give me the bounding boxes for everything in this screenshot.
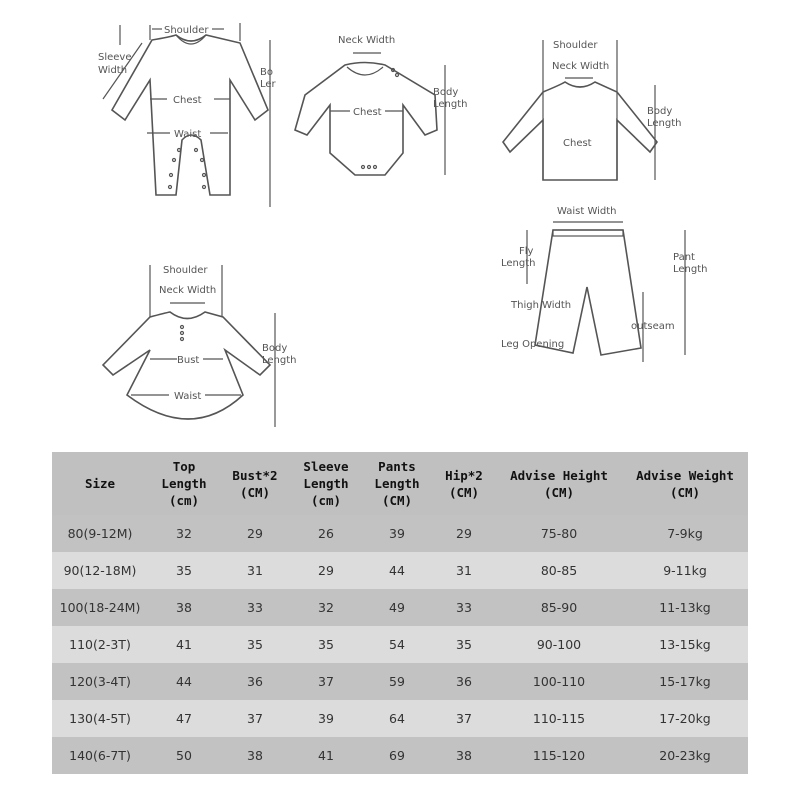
column-header-line: Bust*2 [232,467,278,483]
thigh-width-label: Thigh Width [511,300,572,311]
table-cell-top-length: 32 [148,515,220,552]
pants-diagram [495,200,715,365]
table-cell-bust: 38 [220,737,290,774]
table-row [52,552,748,589]
column-header-line: Length [374,476,420,491]
table-row [52,515,748,552]
table-row [52,589,748,626]
fly-length-label-2: Length [501,258,536,269]
top-diagram [495,30,695,190]
leg-opening-label: Leg Opening [501,339,565,350]
pant-length-label: Pant [673,252,695,263]
table-cell-bust: 36 [220,663,290,700]
table-cell-size: 100(18-24M) [52,589,148,626]
table-cell-bust: 33 [220,589,290,626]
table-cell-pants-length: 69 [362,737,432,774]
chest-label: Chest [173,95,202,106]
table-cell-top-length: 50 [148,737,220,774]
table-cell-pants-length: 64 [362,700,432,737]
table-cell-size: 140(6-7T) [52,737,148,774]
column-header-line: Top [172,459,196,474]
table-row [52,737,748,774]
sleeve-width-label-2: Width [98,65,128,76]
table-cell-advise-height: 115-120 [496,737,622,774]
table-cell-pants-length: 54 [362,626,432,663]
dress-diagram [95,255,310,435]
table-cell-advise-height: 75-80 [496,515,622,552]
chest-label: Chest [563,138,592,149]
table-cell-advise-height: 90-100 [496,626,622,663]
neck-width-label: Neck Width [552,61,610,72]
column-header-bust [220,452,290,515]
table-cell-advise-height: 80-85 [496,552,622,589]
body-length-label-2: Length [262,355,297,366]
column-header-line: Pants [378,459,416,474]
table-cell-top-length: 35 [148,552,220,589]
table-cell-size: 110(2-3T) [52,626,148,663]
table-cell-bust: 37 [220,700,290,737]
column-header-pants-length [362,452,432,515]
table-cell-advise-weight: 15-17kg [622,663,748,700]
table-cell-sleeve-length: 32 [290,589,362,626]
table-cell-top-length: 47 [148,700,220,737]
table-cell-top-length: 41 [148,626,220,663]
table-cell-advise-height: 100-110 [496,663,622,700]
column-header-line: Advise Weight [636,467,734,483]
column-header-line: Hip*2 [445,467,483,483]
table-cell-sleeve-length: 29 [290,552,362,589]
waist-label: Waist [174,129,202,140]
table-cell-bust: 31 [220,552,290,589]
body-length-label: Bo [260,67,273,78]
column-header-line: Length [161,476,207,491]
column-header-sleeve-length [290,452,362,515]
table-cell-sleeve-length: 35 [290,626,362,663]
column-header-advise-height [496,452,622,515]
table-header-row [52,452,748,515]
table-cell-bust: 35 [220,626,290,663]
sleeve-width-label: Sleeve [98,52,132,63]
column-header-line: Advise Height [510,467,608,483]
table-cell-pants-length: 44 [362,552,432,589]
column-header-size [52,452,148,515]
column-header-line: Sleeve [303,459,349,474]
table-cell-advise-weight: 11-13kg [622,589,748,626]
table-cell-sleeve-length: 39 [290,700,362,737]
table-row [52,626,748,663]
table-cell-bust: 29 [220,515,290,552]
body-length-label-2: Length [647,118,682,129]
table-cell-size: 90(12-18M) [52,552,148,589]
column-header-line: Length [303,476,349,491]
table-cell-size: 120(3-4T) [52,663,148,700]
table-row [52,700,748,737]
column-header-line: (CM) [381,493,413,508]
column-header-line: (CM) [543,484,575,500]
column-header-line: (cm) [168,493,200,508]
body-length-label: Body [647,106,673,117]
table-cell-sleeve-length: 37 [290,663,362,700]
bodysuit-diagram [285,25,485,185]
column-header-line: (cm) [310,493,342,508]
shoulder-label: Shoulder [553,40,598,51]
column-header-line: (CM) [448,484,480,500]
shoulder-label: Shoulder [163,265,208,276]
table-cell-advise-weight: 9-11kg [622,552,748,589]
outseam-label: outseam [631,321,675,332]
table-cell-hip: 33 [432,589,496,626]
table-cell-pants-length: 39 [362,515,432,552]
table-cell-size: 130(4-5T) [52,700,148,737]
table-cell-hip: 38 [432,737,496,774]
column-header-hip [432,452,496,515]
waist-label: Waist [174,391,202,402]
table-cell-hip: 35 [432,626,496,663]
table-cell-hip: 37 [432,700,496,737]
size-chart-table [52,452,748,774]
table-cell-pants-length: 59 [362,663,432,700]
column-header-advise-weight [622,452,748,515]
column-header-line: (CM) [239,484,271,500]
table-cell-advise-weight: 13-15kg [622,626,748,663]
table-cell-pants-length: 49 [362,589,432,626]
chest-label: Chest [353,107,382,118]
table-cell-advise-height: 110-115 [496,700,622,737]
waist-width-label: Waist Width [557,206,617,217]
table-cell-sleeve-length: 41 [290,737,362,774]
table-cell-top-length: 38 [148,589,220,626]
table-cell-hip: 29 [432,515,496,552]
body-length-label-2: Ler [260,79,276,90]
table-cell-advise-weight: 20-23kg [622,737,748,774]
neck-width-label: Neck Width [338,35,396,46]
neck-width-label: Neck Width [159,285,217,296]
table-cell-size: 80(9-12M) [52,515,148,552]
table-row [52,663,748,700]
body-length-label: Body [262,343,288,354]
romper-diagram [90,15,290,215]
body-length-label-2: Length [433,99,468,110]
table-cell-advise-height: 85-90 [496,589,622,626]
table-cell-sleeve-length: 26 [290,515,362,552]
table-cell-hip: 36 [432,663,496,700]
fly-length-label: Fly [519,246,534,257]
table-cell-hip: 31 [432,552,496,589]
pant-length-label-2: Length [673,264,708,275]
shoulder-label: Shoulder [164,25,209,36]
bust-label: Bust [177,355,200,366]
table-cell-advise-weight: 7-9kg [622,515,748,552]
table-cell-top-length: 44 [148,663,220,700]
column-header-line: (CM) [669,484,701,500]
table-cell-advise-weight: 17-20kg [622,700,748,737]
column-header-line: Size [84,476,116,491]
column-header-top-length [148,452,220,515]
body-length-label: Body [433,87,459,98]
